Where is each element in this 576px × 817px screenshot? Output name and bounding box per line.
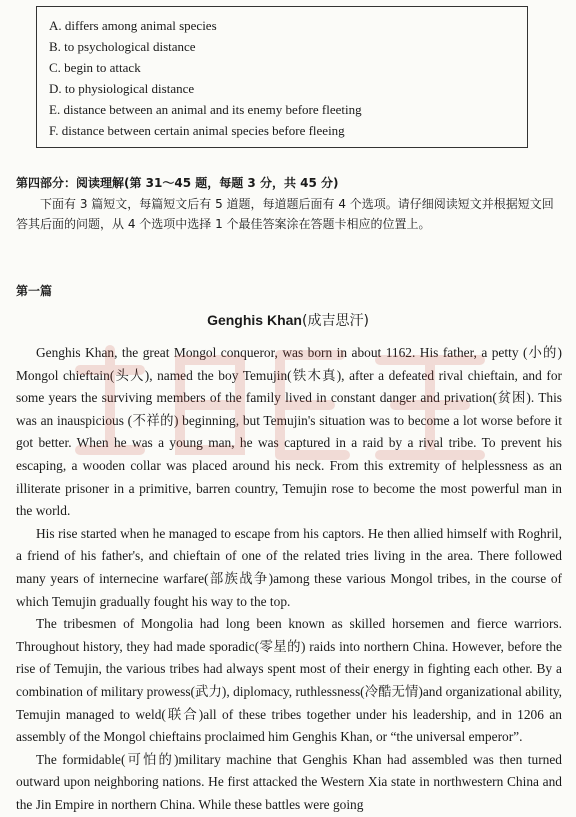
- option-c: C. begin to attack: [49, 60, 141, 75]
- option-f: F. distance between certain animal species before fleeing: [49, 123, 345, 138]
- option-e: E. distance between an animal and its enemy before fleeting: [49, 102, 362, 117]
- passage-label: 第一篇: [16, 284, 53, 298]
- passage-title-en: Genghis Khan: [207, 312, 302, 328]
- passage-title: [0, 310, 576, 331]
- option-a: A. differs among animal species: [49, 18, 217, 33]
- section-heading: 第四部分：阅读理解(第 31～45 题，每题 3 分，共 45 分): [16, 176, 339, 190]
- options-box: [36, 6, 528, 148]
- passage-paragraph-3: The tribesmen of Mongolia had long been known as skilled horsemen and fierce warriors. Throughout history, they had made sporadic(零星的) raids into northern China. However, before the rise of Temujin, the various tribes had always spent most of their energy in fighting each other. By a combination of military prowess(武力), diplomacy, ruthlessness(冷酷无情)and organizational ability, Temujin managed to weld(联合)all of these tribes together under his leadership, and in 1206 an assembly of the Mongol chieftains proclaimed him Genghis Khan, or “the universal emperor”.: [16, 616, 562, 745]
- passage-paragraph-2: His rise started when he managed to escape from his captors. He then allied himself with Roghril, a friend of his father's, and chieftain of one of the related tries living in the area. There followed many years of internecine warfare(部族战争)among these various Mongol tribes, in the course of which Temujin gradually fought his way to the top.: [16, 525, 562, 609]
- passage-title-zh: (成吉思汗): [301, 313, 369, 329]
- passage-paragraph-1: Genghis Khan, the great Mongol conqueror, was born in about 1162. His father, a petty (小的) Mongol chieftain(头人), named the boy Temujin(铁木真), after a defeated rival chieftain, and for some years the surviving members of the family lived in constant danger and privation(贫困). This was an inauspicious (不祥的) beginning, but Temujin's situation was to become a lot worse before it got better. When he was a young man, he was captured in a raid by a rival tribe. To prevent his escaping, a wooden collar was placed around his neck. From this extremity of helplessness as an illiterate prisoner in a primitive, barren country, Temujin rose to become the most powerful man in the world.: [16, 345, 562, 519]
- passage-body: [16, 342, 562, 816]
- section-instructions: 下面有 3 篇短文，每篇短文后有 5 道题，每道题后面有 4 个选项。请仔细阅读短文并根据短文回答其后面的问题，从 4 个选项中选择 1 个最佳答案涂在答题卡相应的位置上。: [16, 197, 554, 231]
- option-d: D. to physiological distance: [49, 81, 195, 96]
- option-b: B. to psychological distance: [49, 39, 196, 54]
- passage-paragraph-4: The formidable(可怕的)military machine that Genghis Khan had assembled was then turned outward upon neighboring nations. He first attacked the Western Xia state in northwestern China and the Jin Empire in northern China. While these battles were going: [16, 751, 562, 812]
